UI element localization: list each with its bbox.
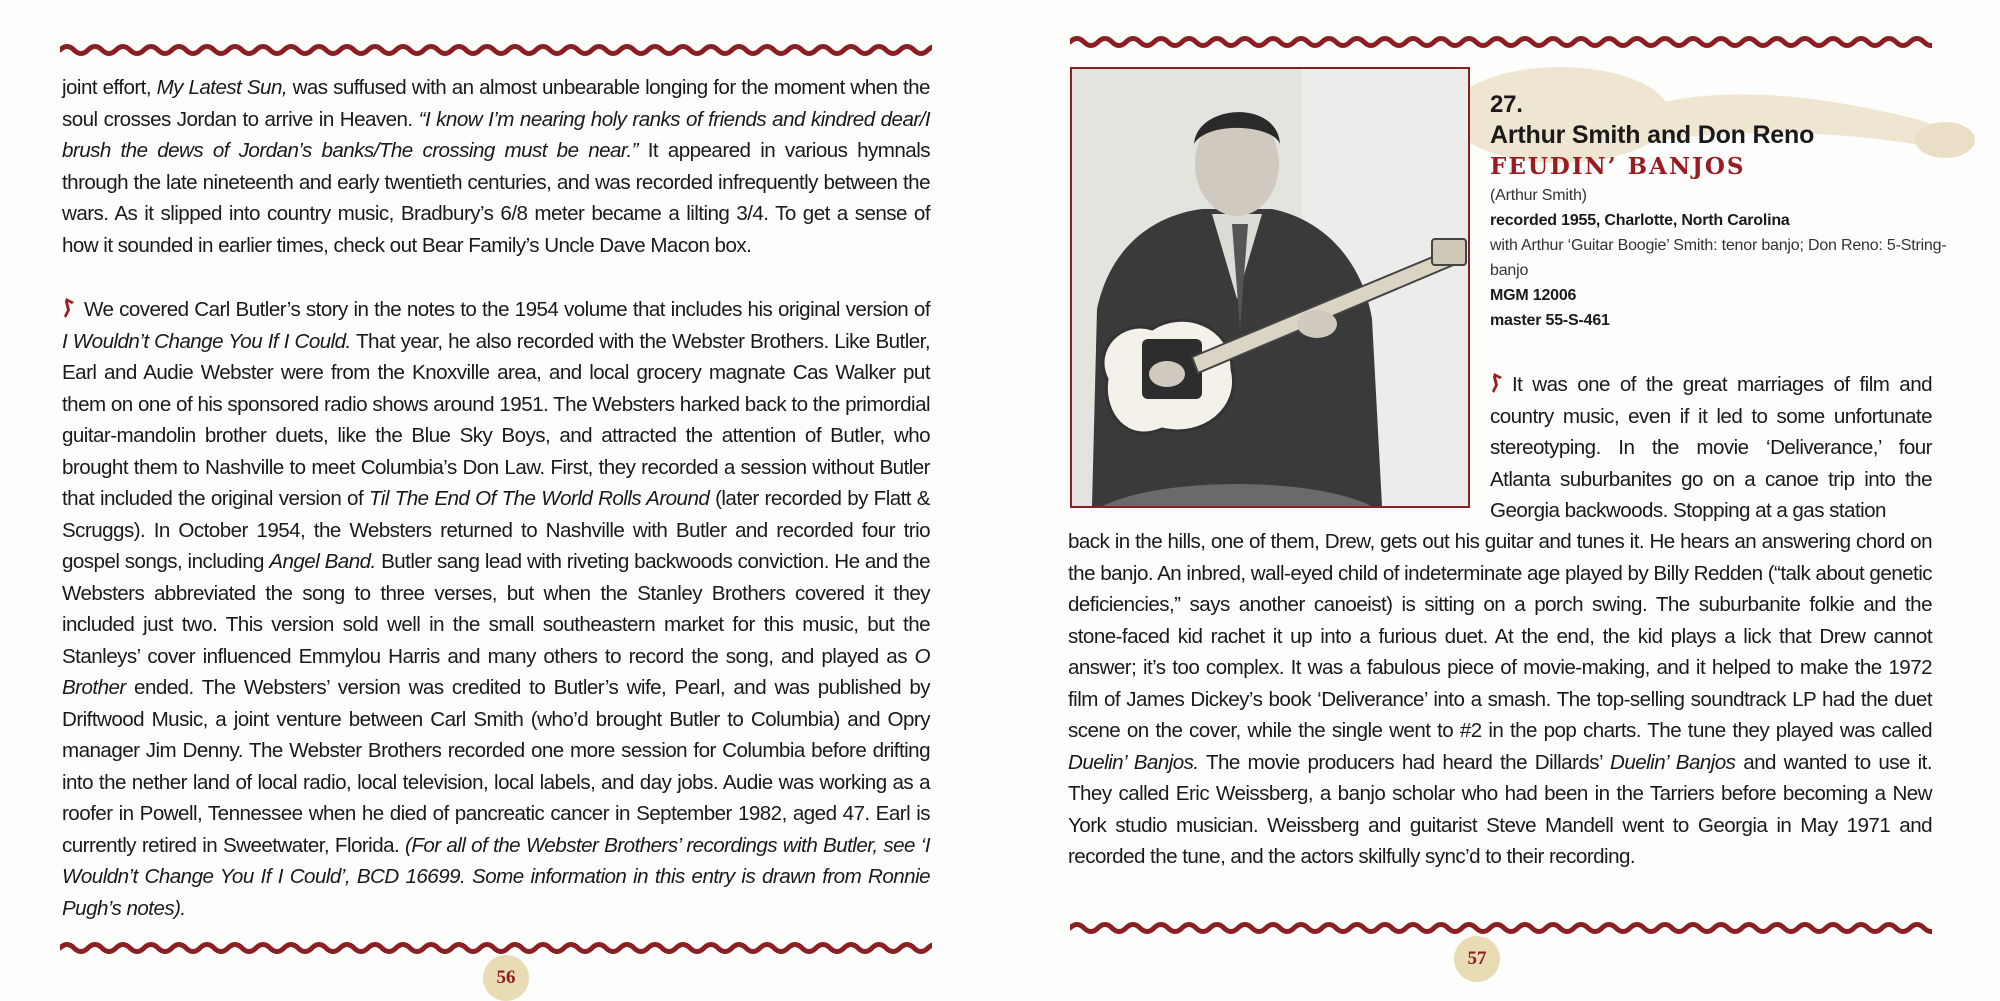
artist-photo-arthur-smith-with-guitar — [1070, 67, 1470, 508]
right-lead-text — [1490, 369, 1932, 527]
top-wave-divider-right — [1070, 32, 1932, 52]
right-body-text — [1068, 526, 1932, 873]
music-note-icon — [62, 296, 76, 320]
paragraph-webster-brothers: We covered Carl Butler’s story in the notes to the 1954 volume that includes his original version of I Wouldn’t Change You If I Could. That year, he also recorded with the Webster Brothers. Like Butler, Earl and Audie Webster were from the Knoxville area, and local grocery magnate Cas Walker put them on one of his sponsored radio shows around 1951. The Websters harked back to the primordial guitar-mandolin brother duets, like the Blue Sky Boys, and attracted the attention of Butler, who brought them to Nashville to meet Columbia’s Don Law. First, they recorded a session without Butler that included the original version of Til The End Of The World Rolls Around (later recorded by Flatt & Scruggs). In October 1954, the Websters returned to Nashville with Butler and recorded four trio gospel songs, including Angel Band. Butler sang lead with riveting backwoods conviction. He and the Websters abbreviated the song to three verses, but when the Stanley Brothers covered it they included just two. This version sold well in the small southeastern market for this music, but the Stanleys’ cover influenced Emmylou Harris and many others to record the song, and played as O Brother ended. The Websters’ version was credited to Butler’s wife, Pearl, and was published by Driftwood Music, a joint venture between Carl Smith (who’d brought Butler to Columbia) and Opry manager Jim Denny. The Webster Brothers recorded one more session for Columbia before drifting into the nether land of local radio, local television, local labels, and day jobs. Audie was working as a roofer in Powell, Tennessee when he died of pancreatic cancer in September 1982, aged 47. Earl is currently retired in Sweetwater, Florida. (For all of the Webster Brothers’ recordings with Butler, see ‘I Wouldn’t Change You If I Could’, BCD 16699. Some information in this entry is drawn from Ronnie Pugh’s notes). — [62, 298, 930, 920]
track-artist: Arthur Smith and Don Reno — [1490, 121, 1815, 149]
track-master: master 55-S-461 — [1490, 312, 1610, 329]
track-personnel: with Arthur ‘Guitar Boogie’ Smith: tenor banjo; Don Reno: 5-String-banjo — [1490, 237, 1947, 279]
bottom-wave-divider-right — [1070, 918, 1932, 938]
top-wave-divider-left — [60, 40, 932, 60]
paragraph-duelin-banjos: back in the hills, one of them, Drew, gets out his guitar and tunes it. He hears an answering chord on the banjo. An inbred, wall-eyed child of indeterminate age played by Billy Redden (“talk about genetic deficiencies,” says another canoeist) is sitting on a porch swing. The suburbanite folkie and the stone-faced kid rachet it up into a furious duet. At the end, the kid plays a lick that Drew cannot answer; it’s too complex. It was a fabulous piece of movie-making, and it helped to make the 1972 film of James Dickey’s book ‘Deliverance’ into a smash. The top-selling soundtrack LP had the duet scene on the cover, while the single went to #2 in the pop charts. The tune they played was called Duelin’ Banjos. The movie producers had heard the Dillards’ Duelin’ Banjos and wanted to use it. They called Eric Weissberg, a banjo scholar who had been in the Tarriers before becoming a New York studio musician. Weissberg and guitarist Steve Mandell went to Georgia in May 1971 and recorded the tune, and the actors skilfully sync’d to their recording. — [1068, 530, 1933, 868]
track-title: FEUDIN’ BANJOS — [1490, 153, 1746, 180]
bottom-wave-divider-left — [60, 938, 932, 958]
track-label: MGM 12006 — [1490, 287, 1577, 304]
track-info — [1490, 90, 1950, 333]
page-number-right: 57 — [1454, 936, 1500, 982]
track-number: 27. — [1490, 91, 1523, 118]
track-composer: (Arthur Smith) — [1490, 187, 1587, 204]
track-recording-info: recorded 1955, Charlotte, North Carolina — [1490, 212, 1790, 229]
left-column-text — [62, 72, 930, 924]
music-note-icon — [1490, 371, 1504, 395]
page-number-left: 56 — [483, 955, 529, 1001]
paragraph-intro: joint effort, My Latest Sun, was suffused with an almost unbearable longing for the moment when the soul crosses Jordan to arrive in Heaven. “I know I’m nearing holy ranks of friends and kindred dear/I brush the dews of Jordan’s banks/The crossing must be near.” It appeared in various hymnals through the late nineteenth and early twentieth centuries, and was recorded infrequently between the wars. As it slipped into country music, Bradbury’s 6/8 meter became a lilting 3/4. To get a sense of how it sounded in earlier times, check out Bear Family’s Uncle Dave Macon box. — [62, 76, 930, 257]
paragraph-deliverance-intro: It was one of the great marriages of film and country music, even if it led to some unfortunate stereotyping. In the movie ‘Deliverance,’ four Atlanta suburbanites go on a canoe trip into the Georgia backwoods. Stopping at a gas station — [1490, 373, 1932, 522]
